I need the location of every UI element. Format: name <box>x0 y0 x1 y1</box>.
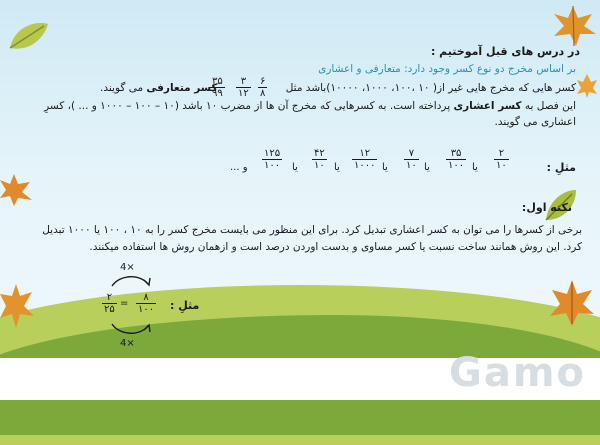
or-word: یا <box>472 162 478 173</box>
fraction-denominator: ۱۰ <box>406 160 417 171</box>
example-fraction-1 <box>494 148 509 171</box>
paragraph-1 <box>286 80 576 96</box>
fraction-denominator: ۹۹ <box>212 88 223 99</box>
multiplier-bottom: 4× <box>120 338 135 349</box>
para1-suffix: می گویند. <box>100 82 144 94</box>
equals-sign: = <box>120 298 129 309</box>
para2-part-a: این فصل به <box>524 100 576 112</box>
fraction-numerator: ۴۲ <box>314 148 325 159</box>
paragraph-2-line-2: اعشاری می گویند. <box>494 116 576 128</box>
fraction-numerator: ۷ <box>408 148 415 159</box>
leaf-icon-bottom-left <box>0 282 34 330</box>
fraction-denominator: ۱۰ <box>314 160 325 171</box>
leaf-icon-top-left <box>4 18 52 58</box>
note-line-1: برخی از کسرها را می توان به کسر اعشاری تبدیل کرد. برای این منظور می بایست مخرج کسر را به ۱۰ ، ۱۰۰ یا ۱۰۰۰ تبدیل <box>42 224 582 236</box>
leaf-icon-left-middle <box>0 172 34 208</box>
ellipsis: ... و <box>230 162 248 173</box>
paragraph-2-line-1 <box>44 98 576 114</box>
example2-left-fraction <box>102 292 117 315</box>
fraction-denominator: ۱۲ <box>238 88 249 99</box>
fraction-numerator: ۳۵ <box>212 76 223 87</box>
fraction-3-12 <box>236 76 251 99</box>
curved-arrow-bottom-icon <box>108 322 154 338</box>
fraction-numerator: ۱۲۵ <box>264 148 281 159</box>
note-line-2: کرد. این روش همانند ساخت نسبت یا کسر مساوی و بدست اوردن درصد است و ازهمان روش ها استفاده میکنند. <box>89 241 582 253</box>
example-fraction-3 <box>404 148 419 171</box>
fraction-numerator: ۶ <box>260 76 266 87</box>
fraction-denominator: ۱۰۰ <box>138 304 155 315</box>
para2-bold-term: کسر اعشاری <box>453 100 522 112</box>
fraction-numerator: ۱۲ <box>359 148 371 159</box>
subheading: بر اساس مخرج دو نوع کسر وجود دارد: متعارفی و اعشاری <box>318 63 576 75</box>
fraction-denominator: ۲۵ <box>104 304 115 315</box>
fraction-numerator: ۲ <box>498 148 505 159</box>
multiplier-top: 4× <box>120 262 135 273</box>
leaf-icon-bottom-right <box>548 278 596 328</box>
heading: در درس های قبل آموختیم : <box>430 45 580 58</box>
para1-prefix: کسر هایی که مخرج هایی غیر از( ۱۰ ،۱۰۰، ۱۰۰۰، ۱۰۰۰۰)باشد مثل <box>285 82 576 94</box>
leaf-icon-right-small <box>575 72 599 100</box>
fraction-denominator: ۸ <box>260 88 266 99</box>
paragraph-1-end <box>100 80 218 96</box>
fraction-numerator: ۸ <box>143 292 149 303</box>
watermark: Gamo <box>449 350 586 396</box>
para2-part-b: پرداخته است. به کسرهایی که مخرج آن ها از مضرب ۱۰ باشد (۱۰ – ۱۰۰ – ۱۰۰۰ و ... )، کسرِ <box>44 100 451 112</box>
note-title: نکته اول: <box>521 201 572 214</box>
example2-right-fraction <box>136 292 156 315</box>
curved-arrow-top-icon <box>108 272 154 288</box>
example-label: مثلِ : <box>546 161 576 174</box>
leaf-icon-top-right <box>548 2 598 48</box>
or-word: یا <box>382 162 388 173</box>
fraction-denominator: ۱۰۰۰ <box>354 160 376 171</box>
or-word: یا <box>424 162 430 173</box>
fraction-numerator: ۳۵ <box>450 148 462 159</box>
fraction-denominator: ۱۰۰ <box>264 160 281 171</box>
fraction-6-8 <box>258 76 267 99</box>
example2-label: مثلِ : <box>170 299 200 312</box>
example-fraction-6 <box>262 148 282 171</box>
fraction-numerator: ۲ <box>106 292 113 303</box>
or-word: یا <box>334 162 340 173</box>
example-fraction-4 <box>352 148 377 171</box>
fraction-numerator: ۳ <box>240 76 247 87</box>
fraction-denominator: ۱۰۰ <box>448 160 465 171</box>
fraction-denominator: ۱۰ <box>496 160 507 171</box>
example-fraction-5 <box>312 148 327 171</box>
example-fraction-2 <box>446 148 466 171</box>
para1-bold-term: کسر متعارفی <box>146 82 218 94</box>
or-word: یا <box>292 162 298 173</box>
